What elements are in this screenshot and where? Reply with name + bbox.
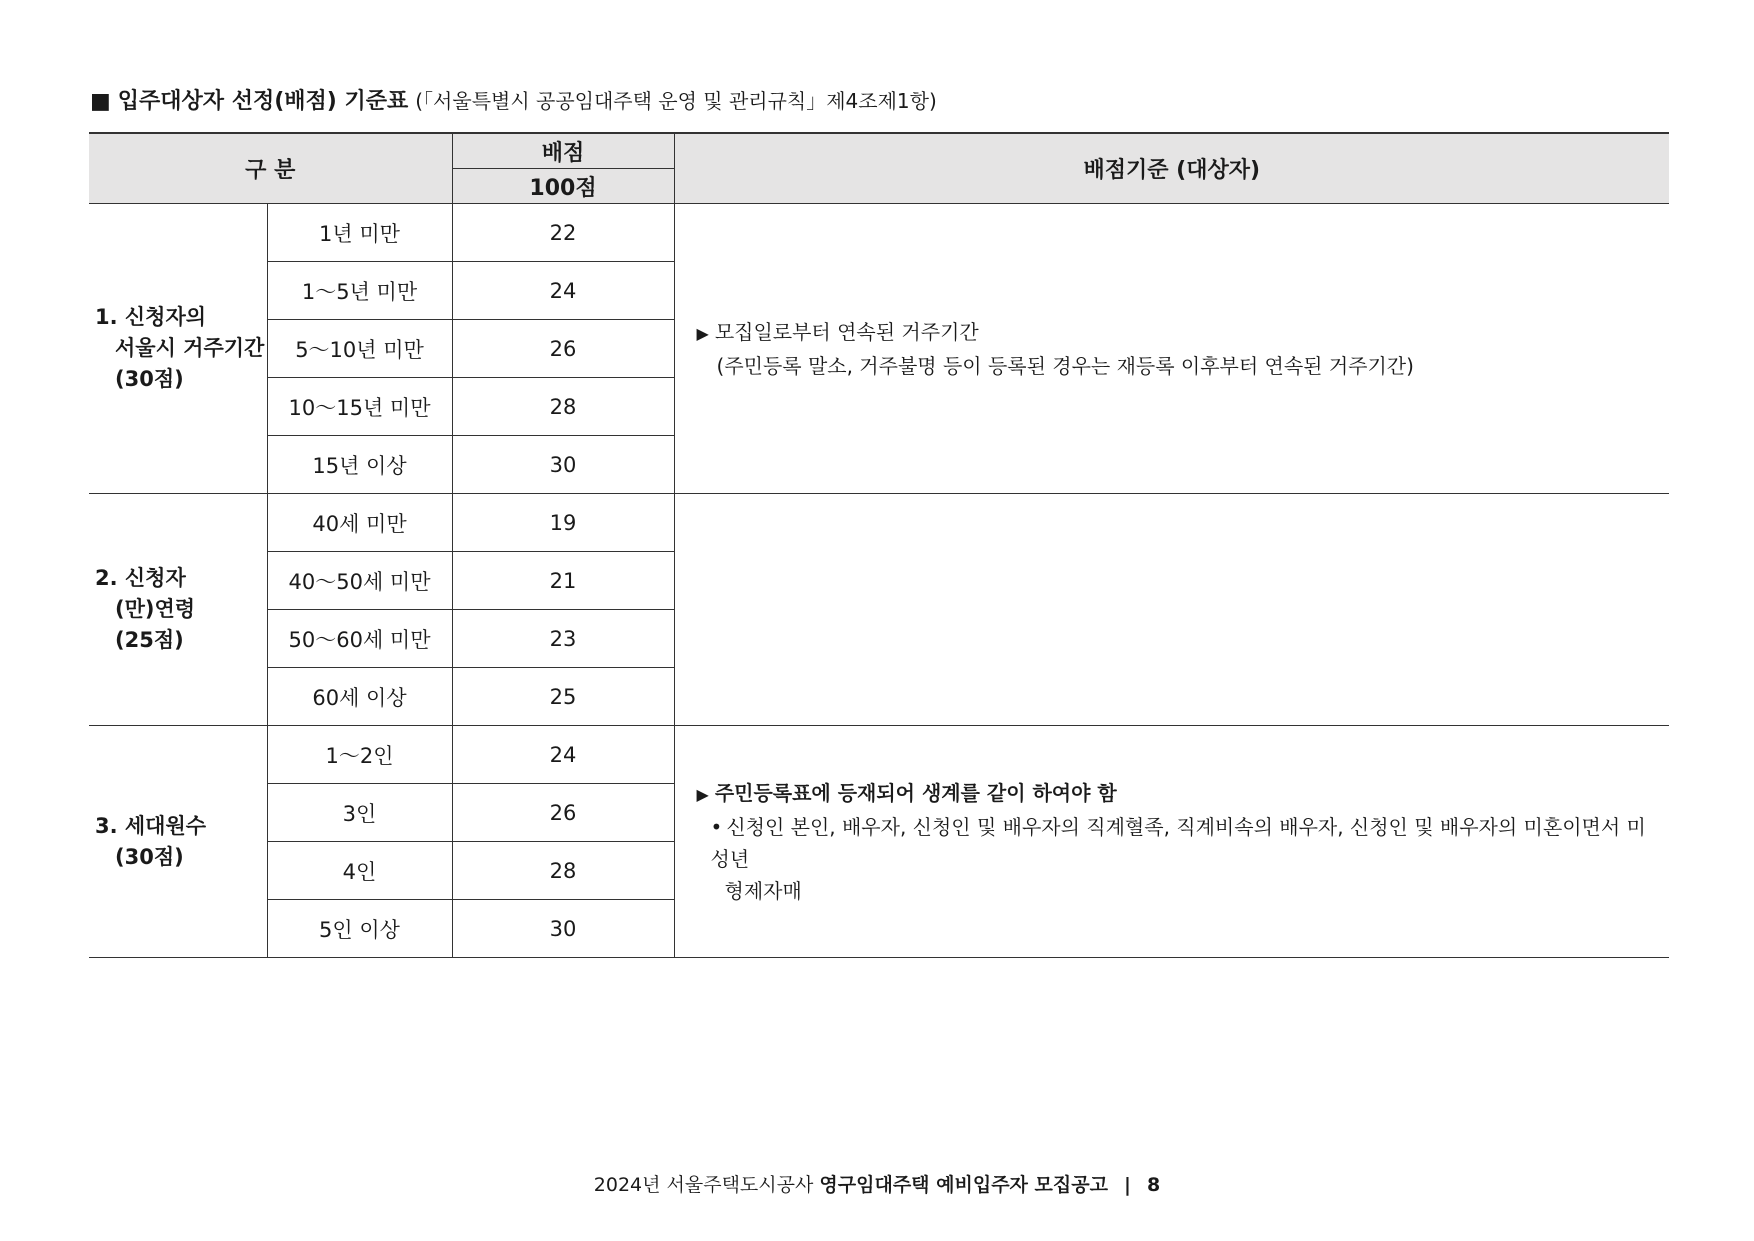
category-line: (30점) bbox=[115, 367, 184, 391]
row-label: 15년 이상 bbox=[267, 436, 452, 494]
row-label: 4인 bbox=[267, 842, 452, 900]
category-line: 서울시 거주기간 bbox=[115, 336, 265, 360]
category-line: (30점) bbox=[115, 844, 184, 869]
row-label: 5인 이상 bbox=[267, 900, 452, 958]
row-label: 40세 미만 bbox=[267, 494, 452, 552]
page-heading bbox=[90, 86, 937, 117]
row-score: 24 bbox=[452, 726, 674, 784]
bullet-dot-icon: • bbox=[710, 814, 723, 839]
square-marker-icon: ■ bbox=[90, 89, 111, 114]
criteria-household bbox=[674, 726, 1669, 958]
row-score: 24 bbox=[452, 262, 674, 320]
category-line: 2. 신청자 bbox=[95, 566, 186, 590]
row-score: 30 bbox=[452, 900, 674, 958]
row-score: 28 bbox=[452, 378, 674, 436]
criteria-main-text: 모집일로부터 연속된 거주기간 bbox=[714, 319, 979, 344]
header-score-bottom: 100점 bbox=[452, 169, 674, 204]
row-label: 60세 이상 bbox=[267, 668, 452, 726]
criteria-bullet-cont: 형제자매 bbox=[724, 878, 802, 903]
category-age bbox=[89, 494, 267, 726]
triangle-right-icon: ▶ bbox=[696, 784, 709, 804]
criteria-residence bbox=[674, 204, 1669, 494]
row-label: 1～5년 미만 bbox=[267, 262, 452, 320]
table-header bbox=[89, 133, 1669, 204]
row-score: 26 bbox=[452, 320, 674, 378]
category-line: 3. 세대원수 bbox=[95, 813, 207, 838]
table-row bbox=[89, 204, 1669, 262]
row-label: 3인 bbox=[267, 784, 452, 842]
row-score: 22 bbox=[452, 204, 674, 262]
row-score: 25 bbox=[452, 668, 674, 726]
header-category: 구 분 bbox=[89, 133, 452, 204]
table-row bbox=[89, 726, 1669, 784]
category-household bbox=[89, 726, 267, 958]
footer-title: 영구임대주택 예비입주자 모집공고 bbox=[819, 1174, 1108, 1196]
row-label: 5～10년 미만 bbox=[267, 320, 452, 378]
row-score: 30 bbox=[452, 436, 674, 494]
category-line: 1. 신청자의 bbox=[95, 305, 207, 329]
page-footer bbox=[0, 1170, 1754, 1197]
criteria-age bbox=[674, 494, 1669, 726]
footer-prefix: 2024년 서울주택도시공사 bbox=[593, 1174, 814, 1196]
category-residence bbox=[89, 204, 267, 494]
table-row bbox=[89, 494, 1669, 552]
triangle-right-icon: ▶ bbox=[696, 323, 709, 343]
heading-source: (「서울특별시 공공임대주택 운영 및 관리규칙」제4조제1항) bbox=[415, 89, 937, 113]
category-line: (25점) bbox=[115, 628, 184, 652]
heading-title: 입주대상자 선정(배점) 기준표 bbox=[117, 89, 409, 114]
footer-separator: | bbox=[1124, 1174, 1131, 1196]
page-number: 8 bbox=[1147, 1174, 1161, 1196]
row-label: 50～60세 미만 bbox=[267, 610, 452, 668]
row-score: 28 bbox=[452, 842, 674, 900]
header-criteria: 배점기준 (대상자) bbox=[674, 133, 1669, 204]
row-score: 19 bbox=[452, 494, 674, 552]
table-body bbox=[89, 204, 1669, 958]
category-line: (만)연령 bbox=[115, 597, 196, 621]
criteria-main bbox=[697, 316, 1666, 350]
criteria-sub: (주민등록 말소, 거주불명 등이 등록된 경우는 재등록 이후부터 연속된 거주기간) bbox=[716, 353, 1414, 378]
row-label: 1년 미만 bbox=[267, 204, 452, 262]
criteria-bullet bbox=[697, 811, 1666, 875]
row-label: 40～50세 미만 bbox=[267, 552, 452, 610]
criteria-bullet-text: 신청인 본인, 배우자, 신청인 및 배우자의 직계혈족, 직계비속의 배우자, 신청인 및 배우자의 미혼이면서 미성년 bbox=[710, 814, 1646, 871]
row-label: 10～15년 미만 bbox=[267, 378, 452, 436]
criteria-main-text: 주민등록표에 등재되어 생계를 같이 하여야 함 bbox=[714, 780, 1117, 805]
header-score-top: 배점 bbox=[452, 133, 674, 169]
row-score: 23 bbox=[452, 610, 674, 668]
row-score: 26 bbox=[452, 784, 674, 842]
row-label: 1～2인 bbox=[267, 726, 452, 784]
criteria-main bbox=[697, 777, 1666, 811]
row-score: 21 bbox=[452, 552, 674, 610]
score-table bbox=[89, 132, 1669, 958]
